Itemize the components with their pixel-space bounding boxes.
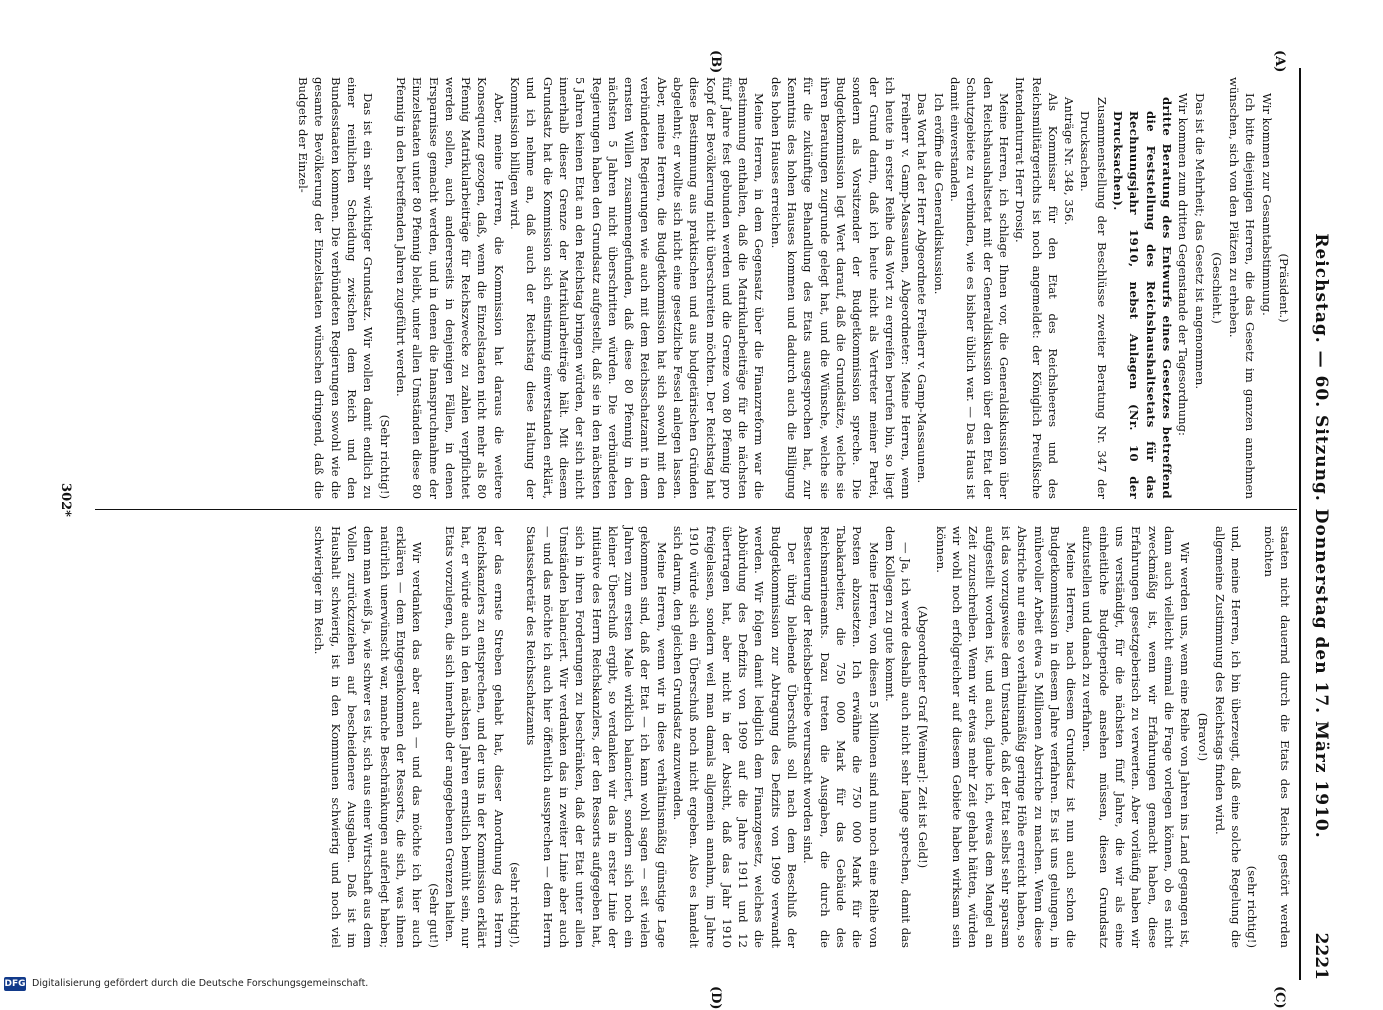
paragraph: Anträge Nr. 348, 356. <box>1062 97 1077 226</box>
footer-credit: Digitalisierung gefördert durch die Deutsche Forschungsgemeinschaft. <box>32 978 369 989</box>
interjection: (Abgeordneter Graf [Weimar]: Zeit ist Geld!) <box>916 605 931 869</box>
paragraph: dritte Beratung des Entwurfs eines Gesetzes betreffend die Feststellung des Reichshaushaltsetats für das Rechnungsjahr 1910, nebst Anlagen (Nr. 10 der Drucksachen). <box>1111 97 1174 499</box>
paragraph: Meine Herren, in dem Gegensatz über die Finanzreform war die Bestimmung enthalten, daß die Matrikularbeiträge für die nächsten fünf Jahre fest gebunden werden und die Grenze von 80 Pfennig pro Kopf der Bevölkerung nicht überschreiten möchten. Der Reichstag hat diese Bestimmung aus praktischen und aus budgetärischen Gründen abgelehnt; er wollte sich nicht eine gesetzliche Fessel anlegen lassen. Aber, meine Herren, die Budgetkommission hat sich sowohl mit den verbündeten Regierungen wie auch mit dem Reichsschatzamt in dem ernsten Willen zusammengefunden, daß diese 80 Pfennig in den nächsten 5 Jahren nicht überschritten würden. Die verbündeten Regierungen haben den Grundsatz aufgestellt, daß sie in den nächsten 5 Jahren keinen Etat an den Reichstag bringen würden, der sich nicht innerhalb dieser Grenze der Matrikularbeiträge hält. Mit diesem Grundsatz hat die Kommission sich einstimmig einverstanden erklärt, und ich nehme an, daß auch der Reichstag diese Haltung der Kommission billigen wird. <box>508 77 767 499</box>
paragraph: Als Kommissar für den Etat des Reichsheeres und des Reichsmilitärgerichts ist noch angemeldet: der Königlich Preußische Intendanturrat Herr Drosig. <box>1013 77 1060 499</box>
paragraph: Meine Herren, nach diesem Grundsatz ist nun auch schon die Budgetkommission in diesem Jahre verfahren. Es ist uns gelungen, in mühevoller Arbeit etwa 5 Millionen Abstriche zu machen. Wenn diese Abstriche nur eine so verhältnismäßig geringe Höhe erreicht haben, so ist das vorzugsweise dem Umstande, daß der Etat selbst sehr sparsam aufgestellt worden ist, und auch, glaube ich, etwas dem Mangel an Zeit zuzuschreiben. Wenn wir etwas mehr Zeit gehabt hätten, würden wir wohl noch erfolgreicher auf diesem Gebiete haben wirksam sein können. <box>933 526 1079 948</box>
paragraph: Ich bitte diejenigen Herren, die das Gesetz im ganzen annehmen wünschen, sich von den Plätzen zu erheben. <box>1227 77 1258 499</box>
paragraph: Wir kommen zur Gesamtabstimmung. <box>1259 93 1274 316</box>
interjection: (Geschieht.) <box>1209 252 1224 324</box>
paragraph: Meine Herren, ich schlage Ihnen vor, die Generaldiskussion über den Reichshaushaltsetat mit der Generaldiskussion über den Etat der Schutzgebiete zu verbinden, wie es bisher üblich war. — Das Haus ist damit einverstanden. <box>948 77 1011 499</box>
paragraph: Meine Herren, von diesen 5 Millionen sind nun noch eine Reihe von Posten abzusetzen. Ich erwähne die 750 000 Mark für die Tabakarbeiter, die 750 000 Mark für das Gebäude des Reichsmarineamts. Dazu treten die Ausgaben, die durch die Besteuerung der Reichsbetriebe verursacht worden sind. <box>801 526 881 948</box>
header-rule <box>1299 68 1301 980</box>
running-header <box>1305 92 1331 980</box>
paragraph: staaten nicht dauernd durch die Etats des Reichs gestört werden möchten <box>1261 526 1292 948</box>
paragraph: Wir werden uns, wenn eine Reihe von Jahren ins Land gegangen ist, dann auch vielleicht einmal die Frage vorlegen können, ob es nicht zweckmäßig ist, wenn wir Erfahrungen gemacht haben, diese Erfahrungen gesetzgeberisch zu verwerten. Aber vorläufig haben wir uns verständigt, für die nächsten fünf Jahre, die wir als eine einheitliche Budgetperiode ansehen müssen, diesen Grundsatz aufzustellen und danach zu verfahren. <box>1080 526 1193 948</box>
interjection: (Sehr gut!) <box>426 883 441 948</box>
paragraph: Aber, meine Herren, die Kommission hat daraus die weitere Konsequenz gezogen, daß, wenn die Einzelstaaten nicht mehr als 80 Pfennig Matrikularbeiträge für Reichszwecke zu zahlen verpflichtet werden sollen, auch andererseits in denjenigen Fällen, in denen Ersparnisse gemacht werden, und in denen die Inanspruchnahme der Einzelstaaten unter 80 Pfennig bleibt, unter allen Umständen diese 80 Pfennig in den betreffenden Jahren zugeführt werden. <box>393 77 506 499</box>
interjection: (sehr richtig!) <box>1245 865 1260 948</box>
left-column <box>295 77 1293 499</box>
paragraph: Das ist ein sehr wichtiger Grundsatz. Wir wollen damit endlich zu einer reinlichen Scheidung zwischen dem Reich und den Bundesstaaten kommen. Die verbündeten Regierungen sowohl wie die gesamte Bevölkerung der Einzelstaaten wünschen dringend, daß die Budgets der Einzel- <box>296 77 376 499</box>
interjection: (sehr richtig!), <box>508 862 523 948</box>
paragraph: Ich eröffne die Generaldiskussion. <box>931 93 946 295</box>
folio-mark: 302* <box>58 483 73 517</box>
margin-letter-c: (C) <box>1272 986 1287 1009</box>
paragraph: Freiherr v. Gamp-Massaunen, Abgeordneter: Meine Herren, wenn ich heute in erster Reihe das Wort zu ergreifen berufen bin, so liegt der Grund darin, daß ich heute nicht als Vertreter meiner Partei, sondern als Vorsitzender der Budgetkommission spreche. Die Budgetkommission legt Wert darauf, daß die Grundsätze, welche sie ihren Beratungen zugrunde gelegt hat, und die Wünsche, welche sie für die zukünftige Behandlung des Etats ausgesprochen hat, zur Kenntnis des hohen Hauses kommen und dadurch auch die Billigung des hohen Hauses erreichen. <box>768 77 914 499</box>
interjection: (Präsident.) <box>1277 253 1291 323</box>
header-title: Reichstag. — 60. Sitzung. Donnerstag den 17. März 1910. <box>1311 233 1331 839</box>
paragraph: Wir verdanken das aber auch — und das möchte ich hier auch erklären — dem Entgegenkommen der Ressorts, die sich, was ihnen natürlich unerwünscht war, manche Beschränkungen auferlegt haben; denn man weiß ja, wie schwer es ist, sich aus einer Wirtschaft aus dem Vollen zurückzuziehen auf bescheidenere Ausgaben. Daß ist im Haushalt schwierig, ist in den Kommunen schwierig und noch viel schwieriger im Reich. <box>312 526 425 948</box>
paragraph: Der übrig bleibende Überschuß soll nach dem Beschluß der Budgetkommission zur Abtragung des Defizits von 1909 verwandt werden. Wir folgen damit lediglich dem Finanzgesetz, welches die Abbürdung des Defizits von 1909 auf die Jahre 1911 und 12 übertragen hat, aber nicht in der Absicht, daß das Jahr 1910 freigelassen, sondern weil man damals allgemein annahm, im Jahre 1910 würde sich ein Überschuß noch nicht ergeben. Also es handelt sich darum, den gleichen Grundsatz anzuwenden. <box>671 526 800 948</box>
column-divider <box>95 509 1297 510</box>
paragraph: Wir kommen zum dritten Gegenstande der Tagesordnung: <box>1176 93 1191 436</box>
header-page-number: 2221 <box>1311 932 1331 980</box>
digitization-footer <box>0 976 1000 996</box>
margin-letter-a: (A) <box>1272 50 1287 73</box>
paragraph: Zusammenstellung der Beschlüsse zweiter Beratung Nr. 347 der Drucksachen. <box>1078 97 1109 499</box>
right-column <box>311 526 1293 948</box>
paragraph: der das ernste Streben gehabt hat, dieser Anordnung des Herrn Reichskanzlers zu entsprechen, und der uns in der Kommission erklärt hat, er würde auch in den nächsten Jahren ernstlich bemüht sein, nur Etats vorzulegen, die sich innerhalb der angegebenen Grenzen halten. <box>442 526 506 948</box>
margin-letter-b: (B) <box>708 50 723 74</box>
paragraph: — Ja, ich werde deshalb auch nicht sehr lange sprechen, damit das dem Kollegen zu gute kommt. <box>882 526 914 948</box>
dfg-logo: DFG <box>4 979 26 989</box>
interjection: (Bravo!) <box>1195 712 1210 762</box>
paragraph: Meine Herren, wenn wir in diese verhältnismäßig günstige Lage gekommen sind, daß der Etat — ich kann wohl sagen — seit vielen Jahren zum ersten Male wirklich balanciert, sondern sich noch ein kleiner Überschuß ergibt, so verdanken wir das in erster Linie der Initiative des Herrn Reichskanzlers, der den Ressorts aufgegeben hat, sich in ihren Forderungen zu beschränken, daß der Etat unter allen Umständen balanciert. Wir verdanken das in zweiter Linie aber auch — und das möchte ich auch hier öffentlich aussprechen — dem Herrn Staatssekretär des Reichsschatzamts <box>524 526 669 948</box>
paragraph: und, meine Herren, ich bin überzeugt, daß eine solche Regelung die allgemeine Zustimmung des Reichstags finden wird. <box>1212 526 1244 948</box>
paragraph: Das Wort hat der Herr Abgeordnete Freiherr v. Gamp-Massaunen. <box>915 93 930 484</box>
interjection: (Sehr richtig!) <box>377 414 392 499</box>
paragraph: Das ist die Mehrheit; das Gesetz ist angenommen. <box>1192 93 1207 390</box>
margin-letter-d: (D) <box>708 986 723 1010</box>
